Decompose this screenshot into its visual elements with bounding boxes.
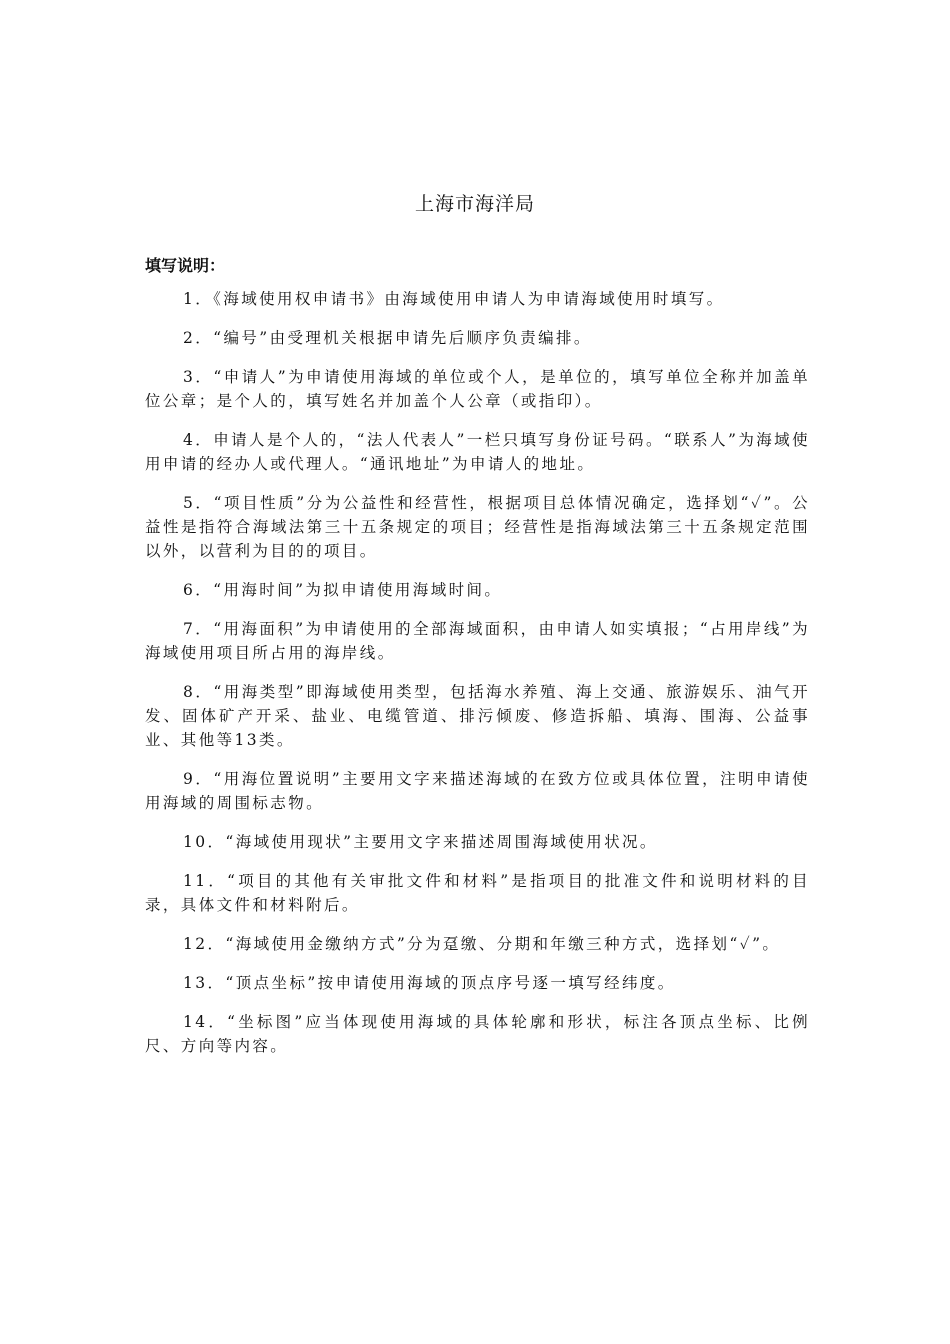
instruction-item-3: 3．“申请人”为申请使用海域的单位或个人，是单位的，填写单位全称并加盖单位公章；是个人的，填写姓名并加盖个人公章（或指印）。 [145, 368, 810, 410]
instruction-item-1: 1．《海域使用权申请书》由海域使用申请人为申请海域使用时填写。 [183, 290, 725, 308]
instruction-item-8: 8．“用海类型”即海域使用类型，包括海水养殖、海上交通、旅游娱乐、油气开发、固体矿产开采、盐业、电缆管道、排污倾废、修造拆船、填海、围海、公益事业、其他等13类。 [145, 683, 810, 749]
instruction-item-7: 7．“用海面积”为申请使用的全部海域面积，由申请人如实填报；“占用岸线”为海域使用项目所占用的海岸线。 [145, 620, 810, 662]
instruction-item-5: 5．“项目性质”分为公益性和经营性，根据项目总体情况确定，选择划“✓”。公益性是指符合海域法第三十五条规定的项目；经营性是指海域法第三十五条规定范围以外，以营利为目的的项目。 [145, 494, 810, 560]
instruction-item-12: 12．“海域使用金缴纳方式”分为趸缴、分期和年缴三种方式，选择划“✓”。 [183, 935, 781, 953]
instruction-item-4: 4．申请人是个人的，“法人代表人”一栏只填写身份证号码。“联系人”为海域使用申请的经办人或代理人。“通讯地址”为申请人的地址。 [145, 431, 810, 473]
instruction-item-14: 14．“坐标图”应当体现使用海域的具体轮廓和形状，标注各顶点坐标、比例尺、方向等内容。 [145, 1013, 810, 1055]
instructions-heading: 填写说明： [145, 256, 226, 275]
instruction-list [145, 287, 810, 1073]
instruction-item-13: 13．“顶点坐标”按申请使用海域的顶点序号逐一填写经纬度。 [183, 974, 676, 992]
instruction-item-10: 10．“海域使用现状”主要用文字来描述周围海域使用状况。 [183, 833, 658, 851]
instruction-item-11: 11．“项目的其他有关审批文件和材料”是指项目的批准文件和说明材料的目录，具体文件和材料附后。 [145, 872, 810, 914]
document-title: 上海市海洋局 [414, 193, 535, 215]
instruction-item-2: 2．“编号”由受理机关根据申请先后顺序负责编排。 [183, 329, 592, 347]
instruction-item-6: 6．“用海时间”为拟申请使用海域时间。 [183, 581, 503, 599]
instruction-item-9: 9．“用海位置说明”主要用文字来描述海域的在致方位或具体位置，注明申请使用海域的周围标志物。 [145, 770, 810, 812]
